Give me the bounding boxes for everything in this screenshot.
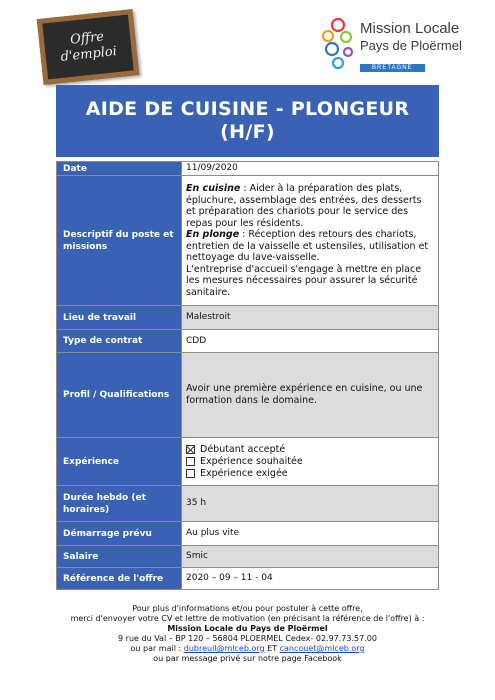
footer-line-2: merci d'envoyer votre CV et lettre de motivation (en précisant la référence de l'offre) à : xyxy=(70,614,425,623)
offer-details-table xyxy=(56,161,439,590)
row-value: Avoir une première expérience en cuisine, ou une formation dans le domaine. xyxy=(182,353,439,438)
job-title-banner xyxy=(56,85,439,157)
footer-org-name: Mission Locale du Pays de Ploërmel xyxy=(167,624,328,633)
row-label: Référence de l'offre xyxy=(57,568,182,590)
footer-line-1: Pour plus d'informations et/ou pour postuler à cette offre, xyxy=(132,604,363,613)
row-label: Lieu de travail xyxy=(57,306,182,330)
row-contrat xyxy=(57,330,439,353)
row-reference xyxy=(57,568,439,590)
row-value: Smic xyxy=(182,546,439,568)
contact-footer xyxy=(0,604,495,664)
row-value xyxy=(182,438,439,486)
row-value: 35 h xyxy=(182,486,439,522)
row-duree xyxy=(57,486,439,522)
experience-option-debutant[interactable] xyxy=(186,444,434,456)
footer-mail-line xyxy=(0,644,495,654)
row-date xyxy=(57,162,439,176)
chalkboard xyxy=(37,9,139,85)
mail-link-dubreuil[interactable]: dubreuil@mlceb.org xyxy=(183,644,265,653)
row-label: Profil / Qualifications xyxy=(57,353,182,438)
row-value: 2020 – 09 – 11 - 04 xyxy=(182,568,439,590)
offer-badge xyxy=(37,9,139,85)
badge-line-2: d'emploi xyxy=(59,44,118,65)
row-experience xyxy=(57,438,439,486)
logo-region-tag: BRETAGNE xyxy=(360,64,425,72)
option-label: Expérience souhaitée xyxy=(200,455,303,467)
desc-plonge-text: : Réception des retours des chariots, entretien de la vaisselle et ustensiles, utilisation et nettoyage du lave-vaisselle. xyxy=(186,229,429,263)
desc-plonge-lead: En plonge xyxy=(186,229,240,240)
option-label: Expérience exigée xyxy=(200,467,288,479)
experience-option-souhaitee[interactable] xyxy=(186,456,434,468)
desc-cuisine-text: : Aider à la préparation des plats, épluchure, assemblage des entrées, des desserts et préparation des chariots pour le service des repas pour les résidents. xyxy=(186,183,422,229)
row-label: Démarrage prévu xyxy=(57,522,182,546)
row-label: Date xyxy=(57,162,182,176)
row-value: Au plus vite xyxy=(182,522,439,546)
footer-address: 9 rue du Val – BP 120 – 56804 PLOERMEL Cedex- 02.97.73.57.00 xyxy=(118,634,377,643)
experience-option-exigee[interactable] xyxy=(186,468,434,480)
row-value: CDD xyxy=(182,330,439,353)
footer-facebook-line: ou par message privé sur notre page Facebook xyxy=(153,654,342,663)
checkbox-icon[interactable] xyxy=(186,469,195,478)
job-title-gender: (H/F) xyxy=(220,121,275,143)
row-salaire xyxy=(57,546,439,568)
mail-link-cancouet[interactable]: cancouet@mlceb.org xyxy=(279,644,365,653)
logo-title: Mission Locale xyxy=(360,20,460,37)
job-title: AIDE DE CUISINE - PLONGEUR xyxy=(85,98,410,120)
desc-plonge xyxy=(186,229,434,264)
footer-mail-prefix: ou par mail : xyxy=(130,644,184,653)
row-value: 11/09/2020 xyxy=(182,162,439,176)
row-profil xyxy=(57,353,439,438)
row-value xyxy=(182,176,439,306)
mission-locale-logo xyxy=(318,16,468,76)
footer-mail-separator: ET xyxy=(264,644,280,653)
badge-line-1: Offre xyxy=(69,29,105,48)
option-label: Débutant accepté xyxy=(200,443,286,455)
row-label: Expérience xyxy=(57,438,182,486)
desc-cuisine-lead: En cuisine xyxy=(186,183,241,194)
row-label: Durée hebdo (et horaires) xyxy=(57,486,182,522)
checked-checkbox-icon[interactable] xyxy=(186,445,195,454)
row-descriptif xyxy=(57,176,439,306)
row-label: Type de contrat xyxy=(57,330,182,353)
checkbox-icon[interactable] xyxy=(186,457,195,466)
row-lieu xyxy=(57,306,439,330)
desc-extra: L'entreprise d'accueil s'engage à mettre en place les mesures nécessaires pour assurer la sécurité sanitaire. xyxy=(186,263,422,298)
logo-circles-icon xyxy=(318,16,358,72)
row-label: Salaire xyxy=(57,546,182,568)
logo-subtitle: Pays de Ploërmel xyxy=(360,38,462,53)
row-value: Malestroit xyxy=(182,306,439,330)
row-label: Descriptif du poste et missions xyxy=(57,176,182,306)
desc-cuisine xyxy=(186,183,434,229)
row-demarrage xyxy=(57,522,439,546)
